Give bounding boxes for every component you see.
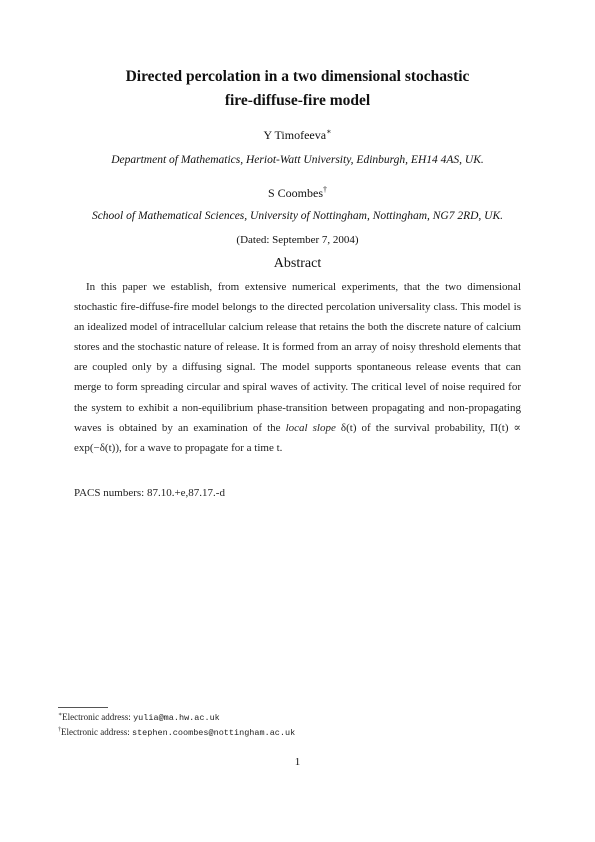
paper-title-line-1: Directed percolation in a two dimensional stochastic	[125, 68, 470, 85]
author-2-name: S Coombes	[267, 186, 323, 200]
abstract-heading: Abstract	[273, 256, 322, 271]
author-2-affiliation: School of Mathematical Sciences, University of Nottingham, Nottingham, NG7 2RD, UK.	[91, 210, 504, 222]
abstract-text-2: δ(t) of the survival probability, Π(t) ∝ exp(−δ(t)), for a wave to propagate for a time t.	[74, 421, 521, 454]
paper-title-line-2: fire-diffuse-fire model	[224, 92, 371, 109]
footnote-1-email[interactable]: yulia@ma.hw.ac.uk	[133, 713, 220, 723]
footnote-2-email[interactable]: stephen.coombes@nottingham.ac.uk	[131, 728, 296, 738]
page-number: 1	[294, 756, 301, 768]
footnote-1-mark: ∗	[58, 712, 63, 718]
footnote-2-mark: †	[58, 727, 61, 733]
paper-title	[0, 65, 595, 113]
footnote-1	[58, 712, 220, 724]
footnote-rule	[58, 707, 108, 708]
author-2	[0, 186, 595, 200]
author-1-footnote-mark: ∗	[326, 127, 332, 136]
pacs-numbers: PACS numbers: 87.10.+e,87.17.-d	[74, 487, 225, 499]
abstract-body	[74, 277, 521, 458]
abstract-text-1: In this paper we establish, from extensive numerical experiments, that the two dimensional stochastic fire-diffuse-fire model belongs to the directed percolation universality class. This model is an idealized model of intracellular calcium release that retains the both the discrete nature of calcium stores and the stochastic nature of release. It is formed from an array of noisy threshold elements that are coupled only by a diffusing signal. The model supports spontaneous release events that can merge to form spreading circular and spiral waves of activity. The critical level of noise required for the system to exhibit a non-equilibrium phase-transition between propagating and non-propagating waves is obtained by an examination of the	[74, 281, 521, 434]
footnote-2-label: Electronic address:	[61, 727, 132, 737]
author-2-footnote-mark: †	[323, 185, 327, 194]
author-1-affiliation: Department of Mathematics, Heriot-Watt University, Edinburgh, EH14 4AS, UK.	[111, 154, 484, 166]
abstract-emphasis: local slope	[285, 421, 336, 434]
footnote-2	[58, 727, 295, 739]
author-1-name: Y Timofeeva	[263, 128, 327, 142]
author-1	[0, 128, 595, 142]
footnote-1-label: Electronic address:	[62, 712, 134, 722]
dated-line: (Dated: September 7, 2004)	[236, 234, 359, 246]
